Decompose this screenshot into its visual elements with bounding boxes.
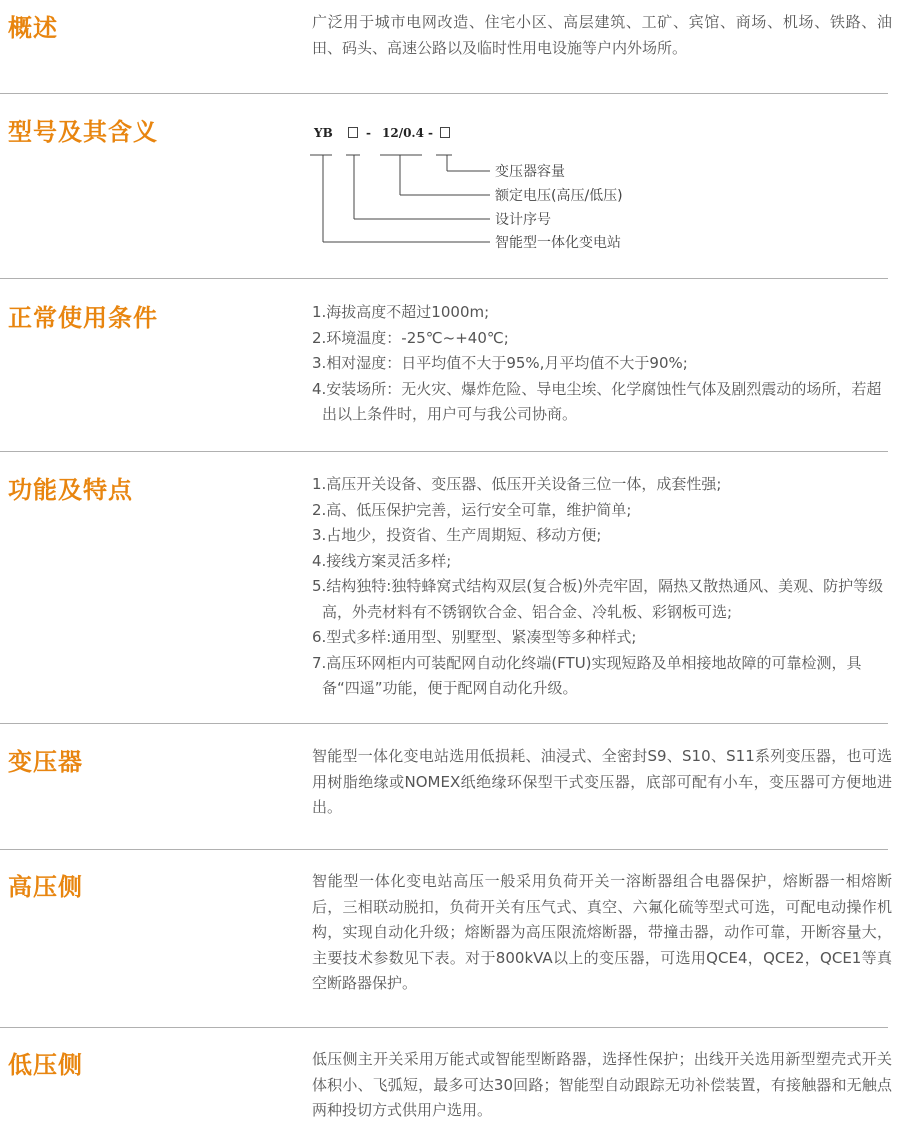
section-title: 低压侧 bbox=[8, 1051, 83, 1079]
model-code-voltage: 12/0.4 bbox=[382, 126, 424, 140]
section-body bbox=[312, 744, 892, 821]
section-body bbox=[312, 10, 892, 61]
section-title: 型号及其含义 bbox=[8, 118, 158, 146]
list-item: 4.安装场所：无火灾、爆炸危险、导电尘埃、化学腐蚀性气体及剧烈震动的场所，若超出以上条件时，用户可与我公司协商。 bbox=[312, 379, 882, 423]
list-item: 7.高压环网柜内可装配网自动化终端(FTU)实现短路及单相接地故障的可靠检测，具备“四遥”功能，便于配网自动化升级。 bbox=[312, 653, 862, 697]
section-body bbox=[312, 869, 892, 997]
transformer-text: 智能型一体化变电站选用低损耗、油浸式、全密封S9、S10、S11系列变压器，也可选用树脂绝缘或NOMEX纸绝缘环保型干式变压器，底部可配有小车，变压器可方便地进出。 bbox=[312, 747, 892, 816]
model-code-prefix: YB bbox=[314, 126, 333, 140]
model-code-dash: - bbox=[428, 126, 433, 140]
overview-text: 广泛用于城市电网改造、住宅小区、高层建筑、工矿、宾馆、商场、机场、铁路、油田、码头、高速公路以及临时性用电设施等户内外场所。 bbox=[312, 13, 892, 57]
model-diagram bbox=[300, 124, 700, 254]
divider bbox=[0, 1027, 888, 1028]
list-item: 3.相对湿度：日平均值不大于95%,月平均值不大于90%; bbox=[312, 354, 688, 372]
list-item: 3.占地少，投资省、生产周期短、移动方便; bbox=[312, 526, 602, 544]
lv-side-text: 低压侧主开关采用万能式或智能型断路器，选择性保护；出线开关选用新型塑壳式开关体积小、飞弧短，最多可达30回路；智能型自动跟踪无功补偿装置，有接触器和无触点两种投切方式供用户选用。 bbox=[312, 1050, 892, 1119]
divider bbox=[0, 93, 888, 94]
divider bbox=[0, 849, 888, 850]
list-item: 5.结构独特:独特蜂窝式结构双层(复合板)外壳牢固，隔热又散热通风、美观、防护等级高，外壳材料有不锈钢钦合金、铝合金、冷轧板、彩钢板可选; bbox=[312, 577, 884, 621]
divider bbox=[0, 451, 888, 452]
list-item: 1.海拔高度不超过1000m; bbox=[312, 303, 490, 321]
list-item: 2.高、低压保护完善，运行安全可靠，维护简单; bbox=[312, 500, 632, 519]
section-body bbox=[312, 472, 892, 702]
list-item: 4.接线方案灵活多样; bbox=[312, 551, 452, 570]
section-body bbox=[312, 1047, 892, 1124]
divider bbox=[0, 723, 888, 724]
list-item: 1.高压开关设备、变压器、低压开关设备三位一体，成套性强; bbox=[312, 475, 722, 493]
list-item: 2.环境温度：-25℃~+40℃; bbox=[312, 328, 509, 347]
section-title: 功能及特点 bbox=[8, 476, 133, 504]
section-title: 正常使用条件 bbox=[8, 304, 158, 332]
model-label-type: 智能型一体化变电站 bbox=[495, 235, 621, 251]
section-body bbox=[312, 300, 892, 428]
section-title: 概述 bbox=[8, 14, 58, 42]
divider bbox=[0, 278, 888, 279]
model-label-capacity: 变压器容量 bbox=[495, 164, 565, 180]
model-code-dash: - bbox=[366, 126, 371, 140]
model-label-voltage: 额定电压(高压/低压) bbox=[495, 188, 623, 204]
section-title: 变压器 bbox=[8, 748, 83, 776]
hv-side-text: 智能型一体化变电站高压一般采用负荷开关一溶断器组合电器保护，熔断器一相熔断后，三相联动脱扣，负荷开关有压气式、真空、六氟化硫等型式可选，可配电动操作机构，实现自动化升级；熔断器为高压限流熔断器，带撞击器，动作可靠，开断容量大，主要技术参数见下表。对于800kVA以上的变压器，可选用QCE4，QCE2，QCE1等真空断路器保护。 bbox=[312, 872, 892, 992]
list-item: 6.型式多样:通用型、别墅型、紧凑型等多种样式; bbox=[312, 628, 637, 646]
section-title: 高压侧 bbox=[8, 873, 83, 901]
model-label-design: 设计序号 bbox=[495, 212, 551, 228]
